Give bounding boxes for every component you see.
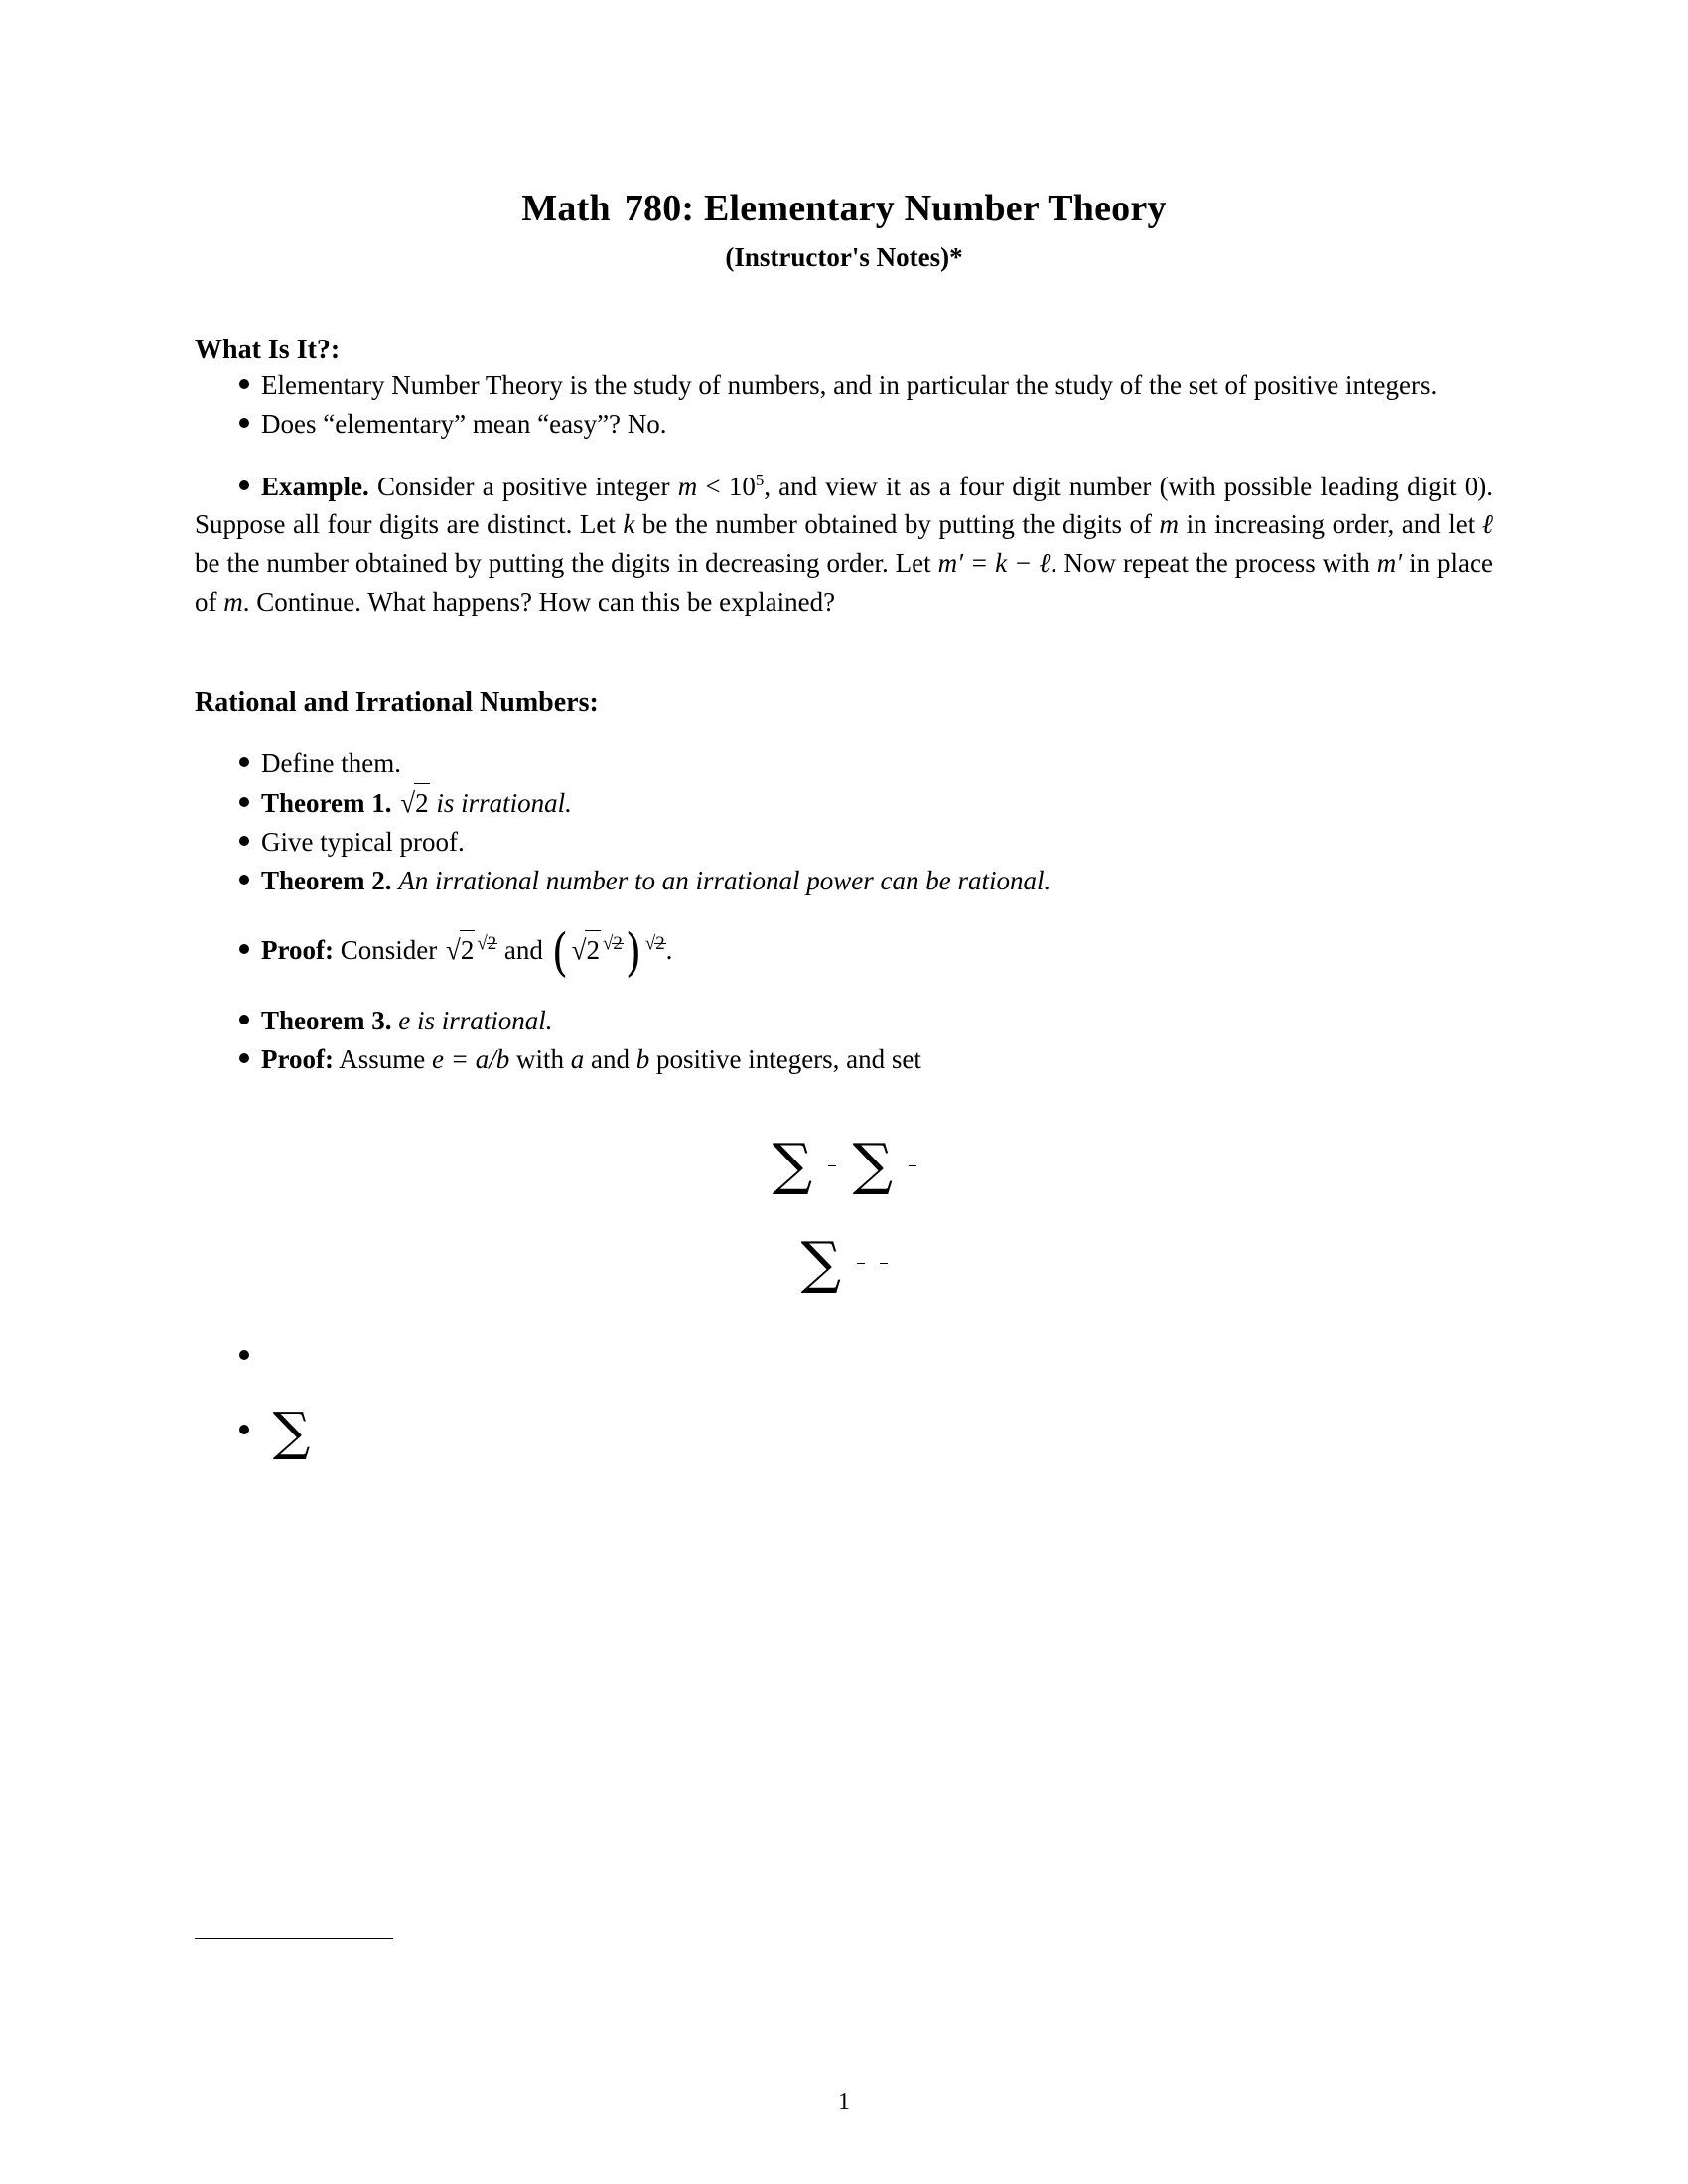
- sigma-icon: ∑: [272, 1402, 311, 1463]
- proof-e-text-d: positive integers, and set: [655, 1043, 921, 1074]
- footnote-divider: [195, 1938, 393, 1939]
- sigma-icon: ∑: [852, 1133, 893, 1198]
- theorem-1-statement: is irrational.: [436, 787, 572, 818]
- theorem-3-statement: is irrational.: [416, 1005, 553, 1035]
- bullet-does-elementary-mean-easy: [195, 405, 1493, 444]
- page-number: 1: [838, 2089, 850, 2115]
- expr-sqrt2-pow-sqrt2: √2 $^{√2}$: [444, 935, 497, 965]
- example-text-part2: , and view it as a four digit number (with possible leading digit 0). Suppose all four digits are distinct. Let: [195, 471, 1494, 540]
- theorem-2-label: Theorem 2.: [261, 865, 392, 895]
- bullet-dot-icon: [239, 757, 249, 767]
- proof-e-var-b: b: [635, 1043, 650, 1074]
- fraction-bfact-over-jfact-1: [828, 1165, 836, 1166]
- summation-j0-to-b: [772, 1133, 813, 1198]
- example-text-part6: . Now repeat the process with: [1050, 548, 1370, 579]
- example-var-ell: ℓ: [1481, 509, 1494, 540]
- item-theorem-2: [195, 862, 1493, 900]
- theorem-1-label: Theorem 1.: [261, 787, 392, 818]
- proof-radical-lead: Consider: [340, 934, 438, 965]
- proof-e-text-c: and: [590, 1043, 630, 1074]
- page-content: [195, 0, 1494, 1463]
- fraction-bfact-over-jfact-2: [909, 1165, 916, 1166]
- fraction-one-over-b: [880, 1263, 888, 1264]
- expr-sqrt2-pow-sqrt2-pow-sqrt2: ( √2 $^{√2}$) $^{√2}$: [551, 922, 665, 983]
- title-course-word: Math: [521, 188, 611, 229]
- bullet-dot-icon: [239, 1015, 249, 1024]
- summation-n1-to-infinity: [272, 1402, 311, 1463]
- page-subtitle: (Instructor's Notes)*: [725, 241, 963, 272]
- summation-j1-to-infinity: [800, 1230, 841, 1296]
- bullet-example-paragraph: [195, 468, 1493, 622]
- sigma-icon: ∑: [772, 1133, 813, 1198]
- example-var-k: k: [623, 509, 635, 540]
- item-proof-radical: [195, 922, 1493, 983]
- bullet-text: Does “elementary” mean “easy”? No.: [261, 408, 667, 439]
- equation-bounds-body: [796, 1230, 893, 1296]
- bullet-dot-icon: [239, 480, 249, 490]
- bullet-dot-icon: [239, 944, 249, 954]
- example-text-part3: be the number obtained by putting the digits of: [641, 509, 1152, 540]
- display-equation-bounds: [195, 1230, 1493, 1296]
- theorem-3-var-e: e: [398, 1005, 411, 1035]
- proof-radical-label: Proof:: [261, 934, 334, 965]
- item-text: Define them.: [261, 749, 401, 779]
- theorem-3-label: Theorem 3.: [261, 1005, 392, 1035]
- item-define-them: [195, 745, 1493, 783]
- item-open-problem-zeta-5: [195, 1402, 1493, 1463]
- title-course-rest: 780: Elementary Number Theory: [624, 188, 1167, 229]
- bullet-dot-icon: [239, 797, 249, 807]
- section-heading-what-is-it: What Is It?:: [195, 334, 341, 365]
- proof-e-equation: e = a/b: [432, 1043, 510, 1074]
- bullet-dot-icon: [239, 379, 249, 389]
- example-var-m-3: m: [223, 587, 243, 617]
- display-equation-star: [195, 1133, 1493, 1198]
- title-block: [195, 189, 1493, 273]
- section-heading-rational-irrational: Rational and Irrational Numbers:: [195, 687, 599, 719]
- example-text-part7: in place of: [195, 548, 1493, 617]
- summation-jb1-to-infinity: [852, 1133, 893, 1198]
- example-inequality-m-lt-10pow5: $m < 10^5$: [677, 470, 765, 501]
- bullet-text: Elementary Number Theory is the study of numbers, and in particular the study of the set of positive integers.: [261, 369, 1438, 400]
- item-give-typical-proof: [195, 823, 1493, 862]
- example-text-part1: Consider a positive integer: [376, 471, 670, 501]
- bullet-dot-icon: [239, 875, 249, 885]
- proof-radical-conj: and: [503, 934, 543, 965]
- proof-e-label: Proof:: [261, 1043, 334, 1074]
- proof-e-text-b: with: [515, 1043, 564, 1074]
- bullet-dot-icon: [239, 836, 249, 846]
- bullet-dot-icon: [239, 1350, 249, 1360]
- equation-star-body: [768, 1133, 921, 1198]
- item-theorem-1: [195, 783, 1493, 823]
- proof-e-text-a: Assume: [339, 1043, 426, 1074]
- example-text-part4: in increasing order, and let: [1186, 509, 1476, 540]
- item-theorem-3: [195, 1002, 1493, 1040]
- bullet-dot-icon: [239, 1053, 249, 1063]
- item-open-problem-pi-pow-e: [195, 1337, 1493, 1376]
- bullet-dot-icon: [239, 1425, 249, 1434]
- theorem-2-statement: An irrational number to an irrational power can be rational.: [398, 865, 1052, 895]
- example-eq-mprime: m′ = k − ℓ: [937, 548, 1051, 579]
- example-text-part5: be the number obtained by putting the digits in decreasing order. Let: [195, 548, 931, 579]
- fraction-one-over-bplus1-pow-j: [857, 1263, 865, 1264]
- example-label: Example.: [261, 471, 369, 501]
- proof-e-var-a: a: [570, 1043, 585, 1074]
- sigma-icon: ∑: [800, 1230, 841, 1296]
- example-var-mprime-2: m′: [1376, 548, 1403, 579]
- bullet-dot-icon: [239, 418, 249, 428]
- bullet-elementary-number-theory: [195, 366, 1493, 405]
- item-proof-e: [195, 1040, 1493, 1079]
- footnote-block: [195, 1938, 1493, 1953]
- item-text: Give typical proof.: [261, 826, 465, 857]
- sqrt-2-expression: √2: [398, 788, 429, 818]
- expr-sum-one-over-n5: [268, 1402, 338, 1463]
- proof-radical-tail: .: [665, 934, 673, 965]
- page-title: [195, 189, 1493, 230]
- example-var-m-2: m: [1159, 509, 1180, 540]
- example-text-part8: . Continue. What happens? How can this be explained?: [242, 587, 836, 617]
